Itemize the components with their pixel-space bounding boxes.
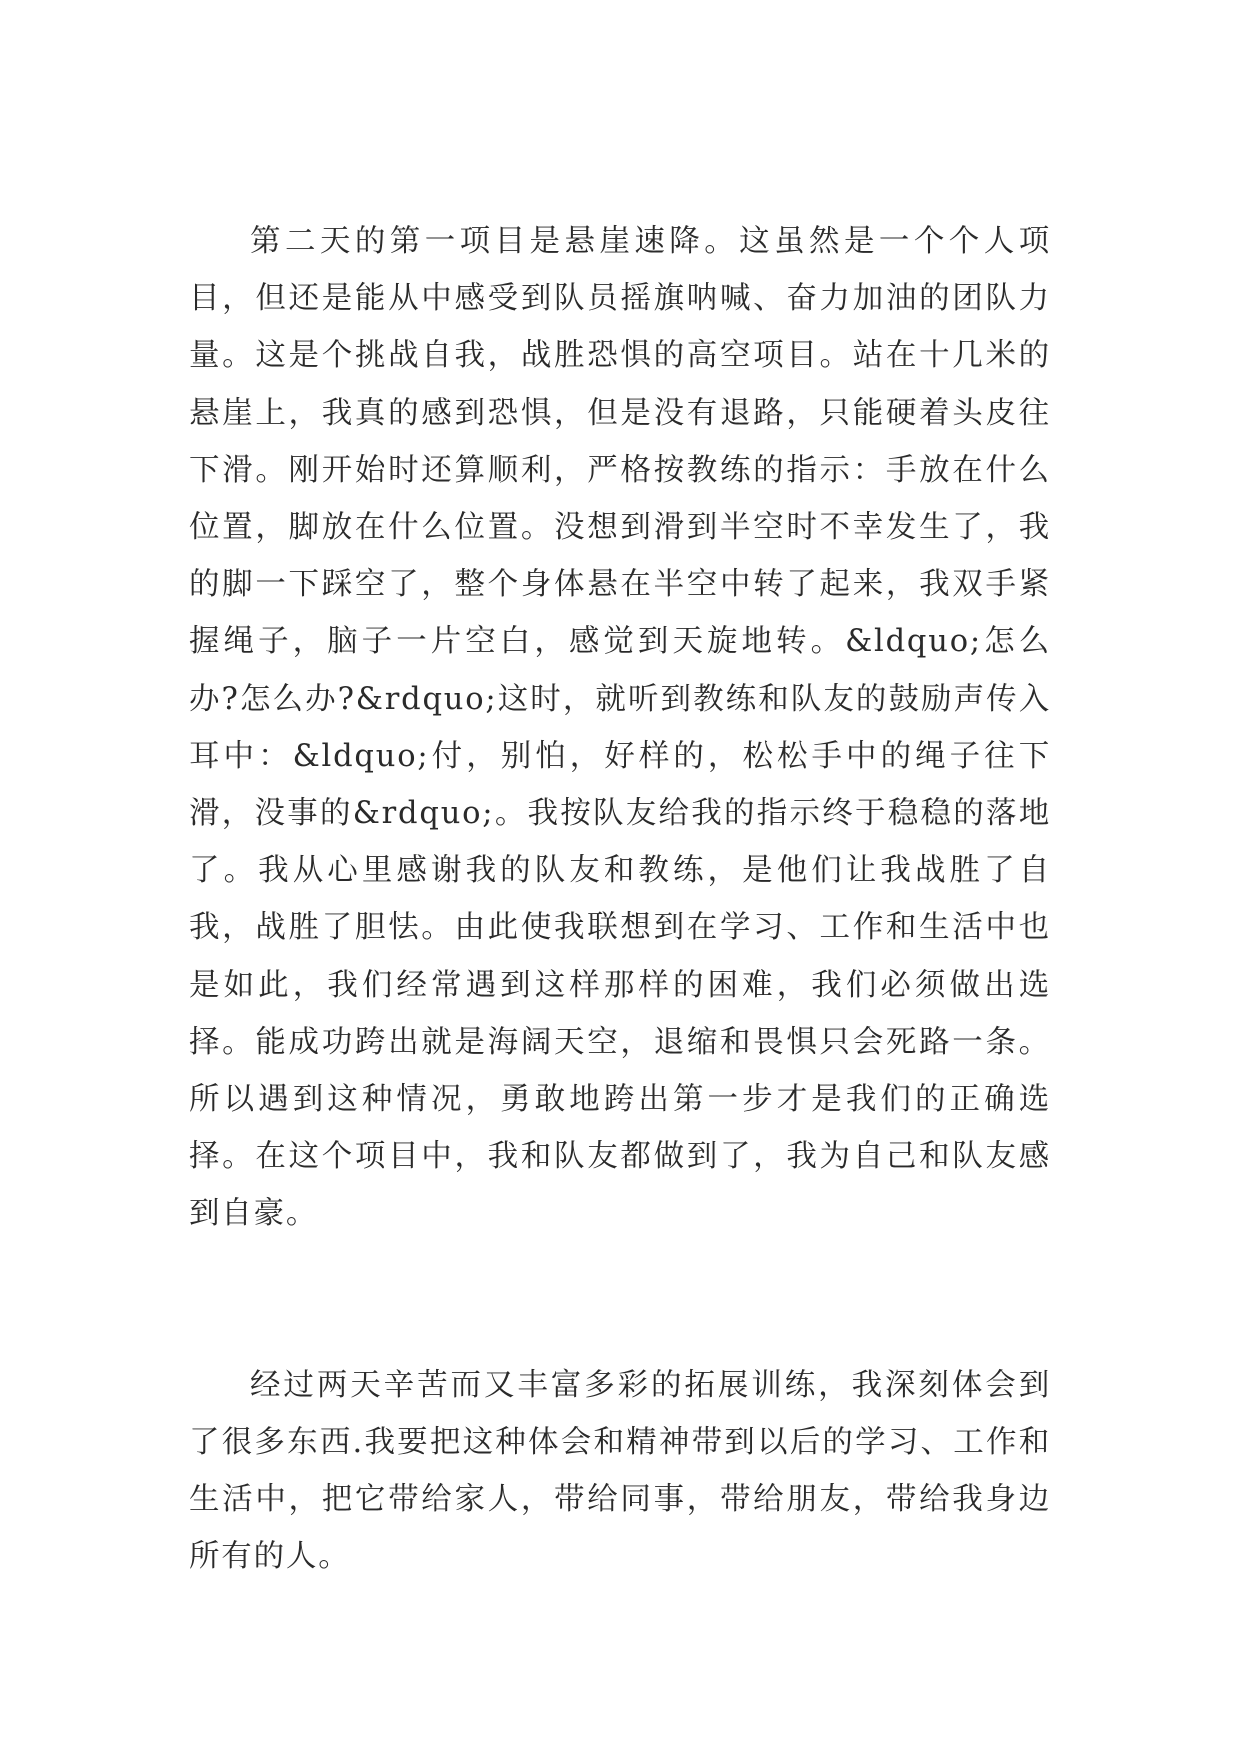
- paragraph-cliff-descent: 第二天的第一项目是悬崖速降。这虽然是一个个人项目，但还是能从中感受到队员摇旗呐喊、奋力加油的团队力量。这是个挑战自我，战胜恐惧的高空项目。站在十几米的悬崖上，我真的感到恐惧，但是没有退路，只能硬着头皮往下滑。刚开始时还算顺利，严格按教练的指示：手放在什么位置，脚放在什么位置。没想到滑到半空时不幸发生了，我的脚一下踩空了，整个身体悬在半空中转了起来，我双手紧握绳子，脑子一片空白，感觉到天旋地转。&ldquo;怎么办?怎么办?&rdquo;这时，就听到教练和队友的鼓励声传入耳中：&ldquo;付，别怕，好样的，松松手中的绳子往下滑，没事的&rdquo;。我按队友给我的指示终于稳稳的落地了。我从心里感谢我的队友和教练，是他们让我战胜了自我，战胜了胆怯。由此使我联想到在学习、工作和生活中也是如此，我们经常遇到这样那样的困难，我们必须做出选择。能成功跨出就是海阔天空，退缩和畏惧只会死路一条。所以遇到这种情况，勇敢地跨出第一步才是我们的正确选择。在这个项目中，我和队友都做到了，我为自己和队友感到自豪。: [189, 224, 1051, 1232]
- paragraph-conclusion: 经过两天辛苦而又丰富多彩的拓展训练，我深刻体会到了很多东西.我要把这种体会和精神带到以后的学习、工作和生活中，把它带给家人，带给同事，带给朋友，带给我身边所有的人。: [189, 1367, 1051, 1575]
- document-body: [189, 213, 1051, 1585]
